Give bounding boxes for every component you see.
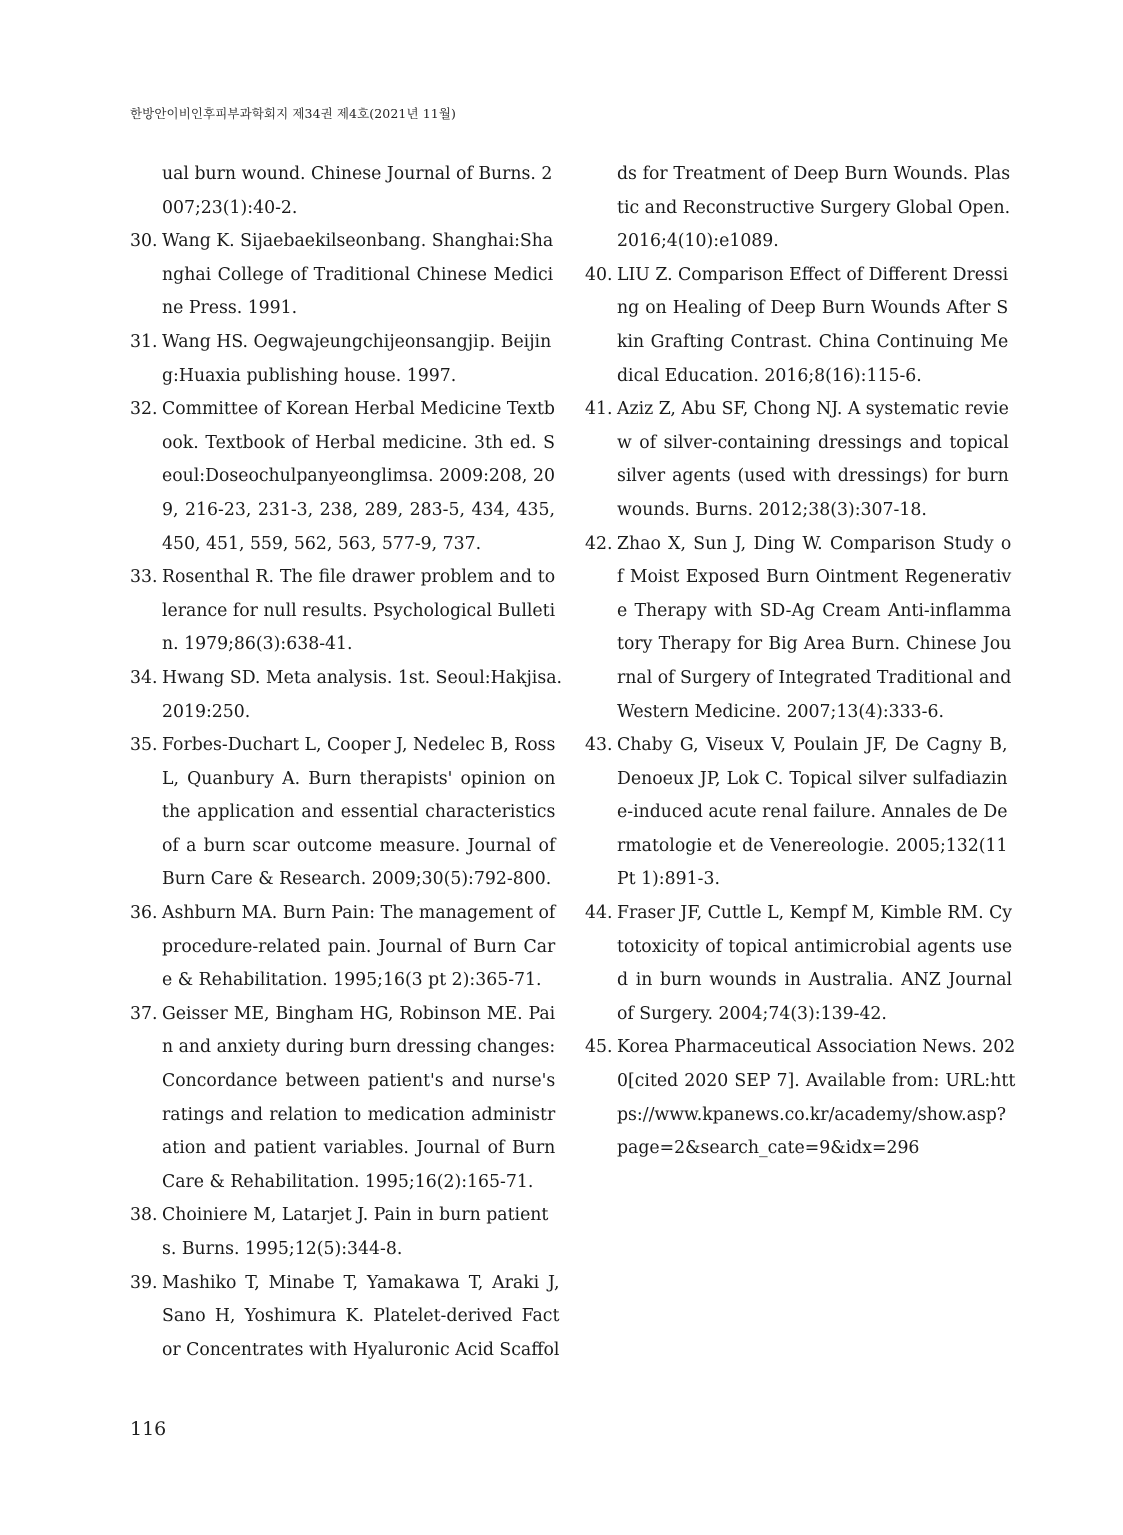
reference-entry (585, 158, 1011, 259)
reference-text-line: ps://www.kpanews.co.kr/academy/show.asp? (617, 1104, 1007, 1125)
reference-entry (130, 158, 553, 225)
reference-text-line: e-induced acute renal failure. Annales de De (617, 802, 1008, 823)
reference-number: 31. (130, 331, 158, 352)
reference-entry (130, 998, 556, 1200)
references-left-column (130, 158, 562, 1367)
reference-text-line: n. 1979;86(3):638-41. (162, 634, 353, 655)
reference-text-line: 9, 216-23, 231-3, 238, 289, 283-5, 434, 435, (162, 499, 555, 520)
reference-entry (130, 1267, 560, 1368)
reference-text-line: ation and patient variables. Journal of Burn (162, 1138, 556, 1159)
reference-text-line: w of silver-containing dressings and topical (617, 432, 1009, 453)
reference-entry (130, 729, 556, 897)
reference-text-line: 2019:250. (162, 701, 251, 722)
reference-text-line: g:Huaxia publishing house. 1997. (162, 365, 457, 386)
reference-entry (130, 393, 555, 561)
reference-text-line: Denoeux JP, Lok C. Topical silver sulfadiazin (617, 768, 1008, 789)
reference-text-line: Mashiko T, Minabe T, Yamakawa T, Araki J, (162, 1272, 560, 1293)
reference-number: 37. (130, 1003, 158, 1024)
reference-entry (585, 729, 1008, 897)
reference-text-line: ng on Healing of Deep Burn Wounds After S (617, 298, 1009, 319)
reference-text-line: e & Rehabilitation. 1995;16(3 pt 2):365-71. (162, 970, 542, 991)
reference-number: 33. (130, 567, 158, 588)
reference-text-line: dical Education. 2016;8(16):115-6. (617, 365, 922, 386)
reference-entry (130, 1199, 549, 1266)
reference-number (130, 158, 162, 225)
reference-text-line: the application and essential characteristics (162, 802, 556, 823)
reference-text-line: Zhao X, Sun J, Ding W. Comparison Study o (617, 533, 1012, 554)
reference-entry (585, 393, 1009, 527)
reference-number: 32. (130, 399, 158, 420)
reference-text-line: Wang K. Sijaebaekilseonbang. Shanghai:Sha (162, 231, 554, 252)
reference-text-line: rnal of Surgery of Integrated Traditional and (617, 667, 1012, 688)
reference-text-line: Western Medicine. 2007;13(4):333-6. (617, 701, 944, 722)
reference-text-line: tic and Reconstructive Surgery Global Open. (617, 197, 1011, 218)
reference-text-line: s. Burns. 1995;12(5):344-8. (162, 1239, 403, 1259)
reference-text-line: Korea Pharmaceutical Association News. 202 (617, 1037, 1016, 1058)
references-right-column (585, 158, 1016, 1166)
reference-text-line: lerance for null results. Psychological Bulleti (162, 600, 556, 621)
reference-text-line: procedure-related pain. Journal of Burn Car (162, 936, 556, 957)
reference-text-line: totoxicity of topical antimicrobial agents use (617, 936, 1013, 957)
reference-text-line: Committee of Korean Herbal Medicine Textb (162, 399, 555, 420)
reference-number: 44. (585, 903, 613, 924)
reference-text-line: ds for Treatment of Deep Burn Wounds. Plas (617, 164, 1011, 184)
reference-text-line: of Surgery. 2004;74(3):139-42. (617, 1003, 887, 1024)
reference-entry (585, 259, 1009, 393)
reference-text-line: Hwang SD. Meta analysis. 1st. Seoul:Hakjisa. (162, 667, 562, 688)
reference-text-line: nghai College of Traditional Chinese Medici (162, 264, 554, 285)
reference-number: 40. (585, 264, 613, 285)
reference-text-line: Wang HS. Oegwajeungchijeonsangjip. Beijin (162, 331, 552, 352)
reference-text-line: Concordance between patient's and nurse's (162, 1071, 556, 1092)
reference-text-line: Aziz Z, Abu SF, Chong NJ. A systematic revie (617, 399, 1009, 420)
reference-text-line: Forbes-Duchart L, Cooper J, Nedelec B, Ross (162, 735, 556, 756)
reference-text-line: wounds. Burns. 2012;38(3):307-18. (617, 499, 927, 520)
reference-text-line: Geisser ME, Bingham HG, Robinson ME. Pai (162, 1003, 556, 1024)
reference-text-line: Pt 1):891-3. (617, 869, 720, 890)
journal-header: 한방안이비인후피부과학회지 제34권 제4호(2021년 11월) (130, 106, 456, 121)
reference-text-line: Burn Care & Research. 2009;30(5):792-800. (162, 869, 552, 890)
reference-text-line: 007;23(1):40-2. (162, 197, 298, 218)
reference-text-line: ook. Textbook of Herbal medicine. 3th ed. S (162, 432, 555, 453)
reference-text-line: f Moist Exposed Burn Ointment Regenerativ (617, 567, 1012, 588)
reference-number: 38. (130, 1205, 158, 1226)
reference-text-line: tory Therapy for Big Area Burn. Chinese Jou (617, 634, 1012, 655)
reference-text-line: Fraser JF, Cuttle L, Kempf M, Kimble RM. Cy (617, 903, 1013, 924)
reference-text-line: ratings and relation to medication administr (162, 1104, 556, 1125)
reference-text-line: 2016;4(10):e1089. (617, 231, 779, 252)
reference-text-line: Ashburn MA. Burn Pain: The management of (162, 903, 556, 924)
reference-number: 30. (130, 231, 158, 252)
reference-entry (130, 662, 562, 729)
reference-text-line: ne Press. 1991. (162, 298, 298, 319)
reference-text-line: ual burn wound. Chinese Journal of Burns. 2 (162, 164, 553, 184)
reference-number: 42. (585, 533, 613, 554)
reference-text-line: page=2&search_cate=9&idx=296 (617, 1138, 920, 1159)
reference-text-line: silver agents (used with dressings) for burn (617, 466, 1009, 487)
reference-text-line: e Therapy with SD-Ag Cream Anti-inflamma (617, 600, 1012, 621)
reference-text-line: Chaby G, Viseux V, Poulain JF, De Cagny B, (617, 735, 1008, 756)
reference-text-line: Sano H, Yoshimura K. Platelet-derived Fact (162, 1306, 560, 1327)
reference-text-line: kin Grafting Contrast. China Continuing Me (617, 331, 1009, 352)
reference-text-line: LIU Z. Comparison Effect of Different Dressi (617, 264, 1009, 285)
reference-entry (585, 528, 1012, 730)
reference-text-line: rmatologie et de Venereologie. 2005;132(11 (617, 835, 1008, 856)
reference-number: 39. (130, 1272, 158, 1293)
reference-text-line: Care & Rehabilitation. 1995;16(2):165-71. (162, 1171, 534, 1192)
reference-text-line: 0[cited 2020 SEP 7]. Available from: URL:htt (617, 1071, 1016, 1092)
reference-entry (585, 897, 1013, 1031)
reference-entry (130, 225, 554, 326)
reference-text-line: Choiniere M, Latarjet J. Pain in burn patient (162, 1205, 549, 1226)
page-number: 116 (130, 1418, 167, 1440)
reference-text-line: or Concentrates with Hyaluronic Acid Scaffol (162, 1339, 560, 1360)
reference-entry (130, 897, 556, 998)
reference-number: 36. (130, 903, 158, 924)
reference-number: 45. (585, 1037, 613, 1058)
reference-number: 41. (585, 399, 613, 420)
reference-number (585, 158, 617, 259)
reference-number: 34. (130, 667, 158, 688)
reference-text-line: d in burn wounds in Australia. ANZ Journal (617, 970, 1013, 991)
reference-entry (585, 1031, 1016, 1165)
reference-text-line: n and anxiety during burn dressing changes: (162, 1037, 556, 1058)
reference-text-line: Rosenthal R. The file drawer problem and to (162, 567, 556, 588)
reference-text-line: eoul:Doseochulpanyeonglimsa. 2009:208, 20 (162, 466, 555, 487)
reference-number: 35. (130, 735, 158, 756)
reference-text-line: L, Quanbury A. Burn therapists' opinion on (162, 768, 556, 789)
reference-text-line: 450, 451, 559, 562, 563, 577-9, 737. (162, 533, 482, 554)
reference-number: 43. (585, 735, 613, 756)
reference-entry (130, 561, 556, 662)
reference-text-line: of a burn scar outcome measure. Journal of (162, 835, 556, 856)
reference-entry (130, 326, 552, 393)
